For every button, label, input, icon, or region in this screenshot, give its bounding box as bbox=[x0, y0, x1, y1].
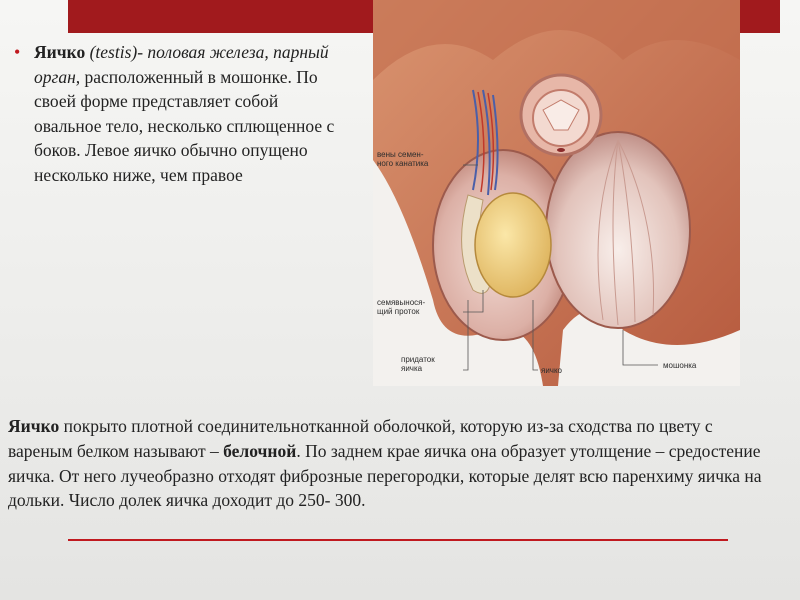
tunica-albuginea-term: белочной bbox=[223, 440, 297, 461]
bullet-paragraph bbox=[14, 40, 344, 188]
bullet-text bbox=[14, 40, 344, 188]
testis-shape bbox=[475, 193, 551, 297]
term-testis: Яичко bbox=[34, 42, 86, 62]
definition-rest: расположенный в мошонке. По своей форме представляет собой овальное тело, несколько сплющенное с боков. Левое яичко обычно опущено несколько ниже, чем правое bbox=[34, 66, 335, 185]
latin-definition: (testis)- половая железа, парный орган, bbox=[34, 42, 329, 87]
anatomy-illustration bbox=[373, 0, 740, 386]
label-spermatic-veins: вены семен- ного канатика bbox=[377, 150, 429, 168]
label-testis: яичко bbox=[541, 366, 563, 375]
bullet-dot: • bbox=[14, 42, 21, 62]
label-vas-deferens: семявынося- щий проток bbox=[377, 298, 426, 316]
description-part2: . По заднем крае яичка она образует утолщение – средостение яичка. От него лучеобразно отходят фиброзные перегородки, которые делят всю паренхиму яичка на дольки. Число долек яичка доходит до 250- 300. bbox=[8, 440, 762, 511]
term-testis-bottom: Яичко bbox=[8, 416, 60, 436]
right-scrotal-sac bbox=[546, 132, 690, 328]
testis-anatomy-drawing bbox=[373, 0, 740, 386]
description-paragraph bbox=[8, 414, 778, 513]
description-part1: покрыто плотной соединительнотканной оболочкой, которую из-за сходства по цвету с вареным белком называют – bbox=[8, 416, 713, 461]
label-epididymis: придаток яичка bbox=[401, 355, 435, 373]
label-scrotum: мошонка bbox=[663, 361, 697, 370]
underline-accent bbox=[68, 539, 728, 541]
